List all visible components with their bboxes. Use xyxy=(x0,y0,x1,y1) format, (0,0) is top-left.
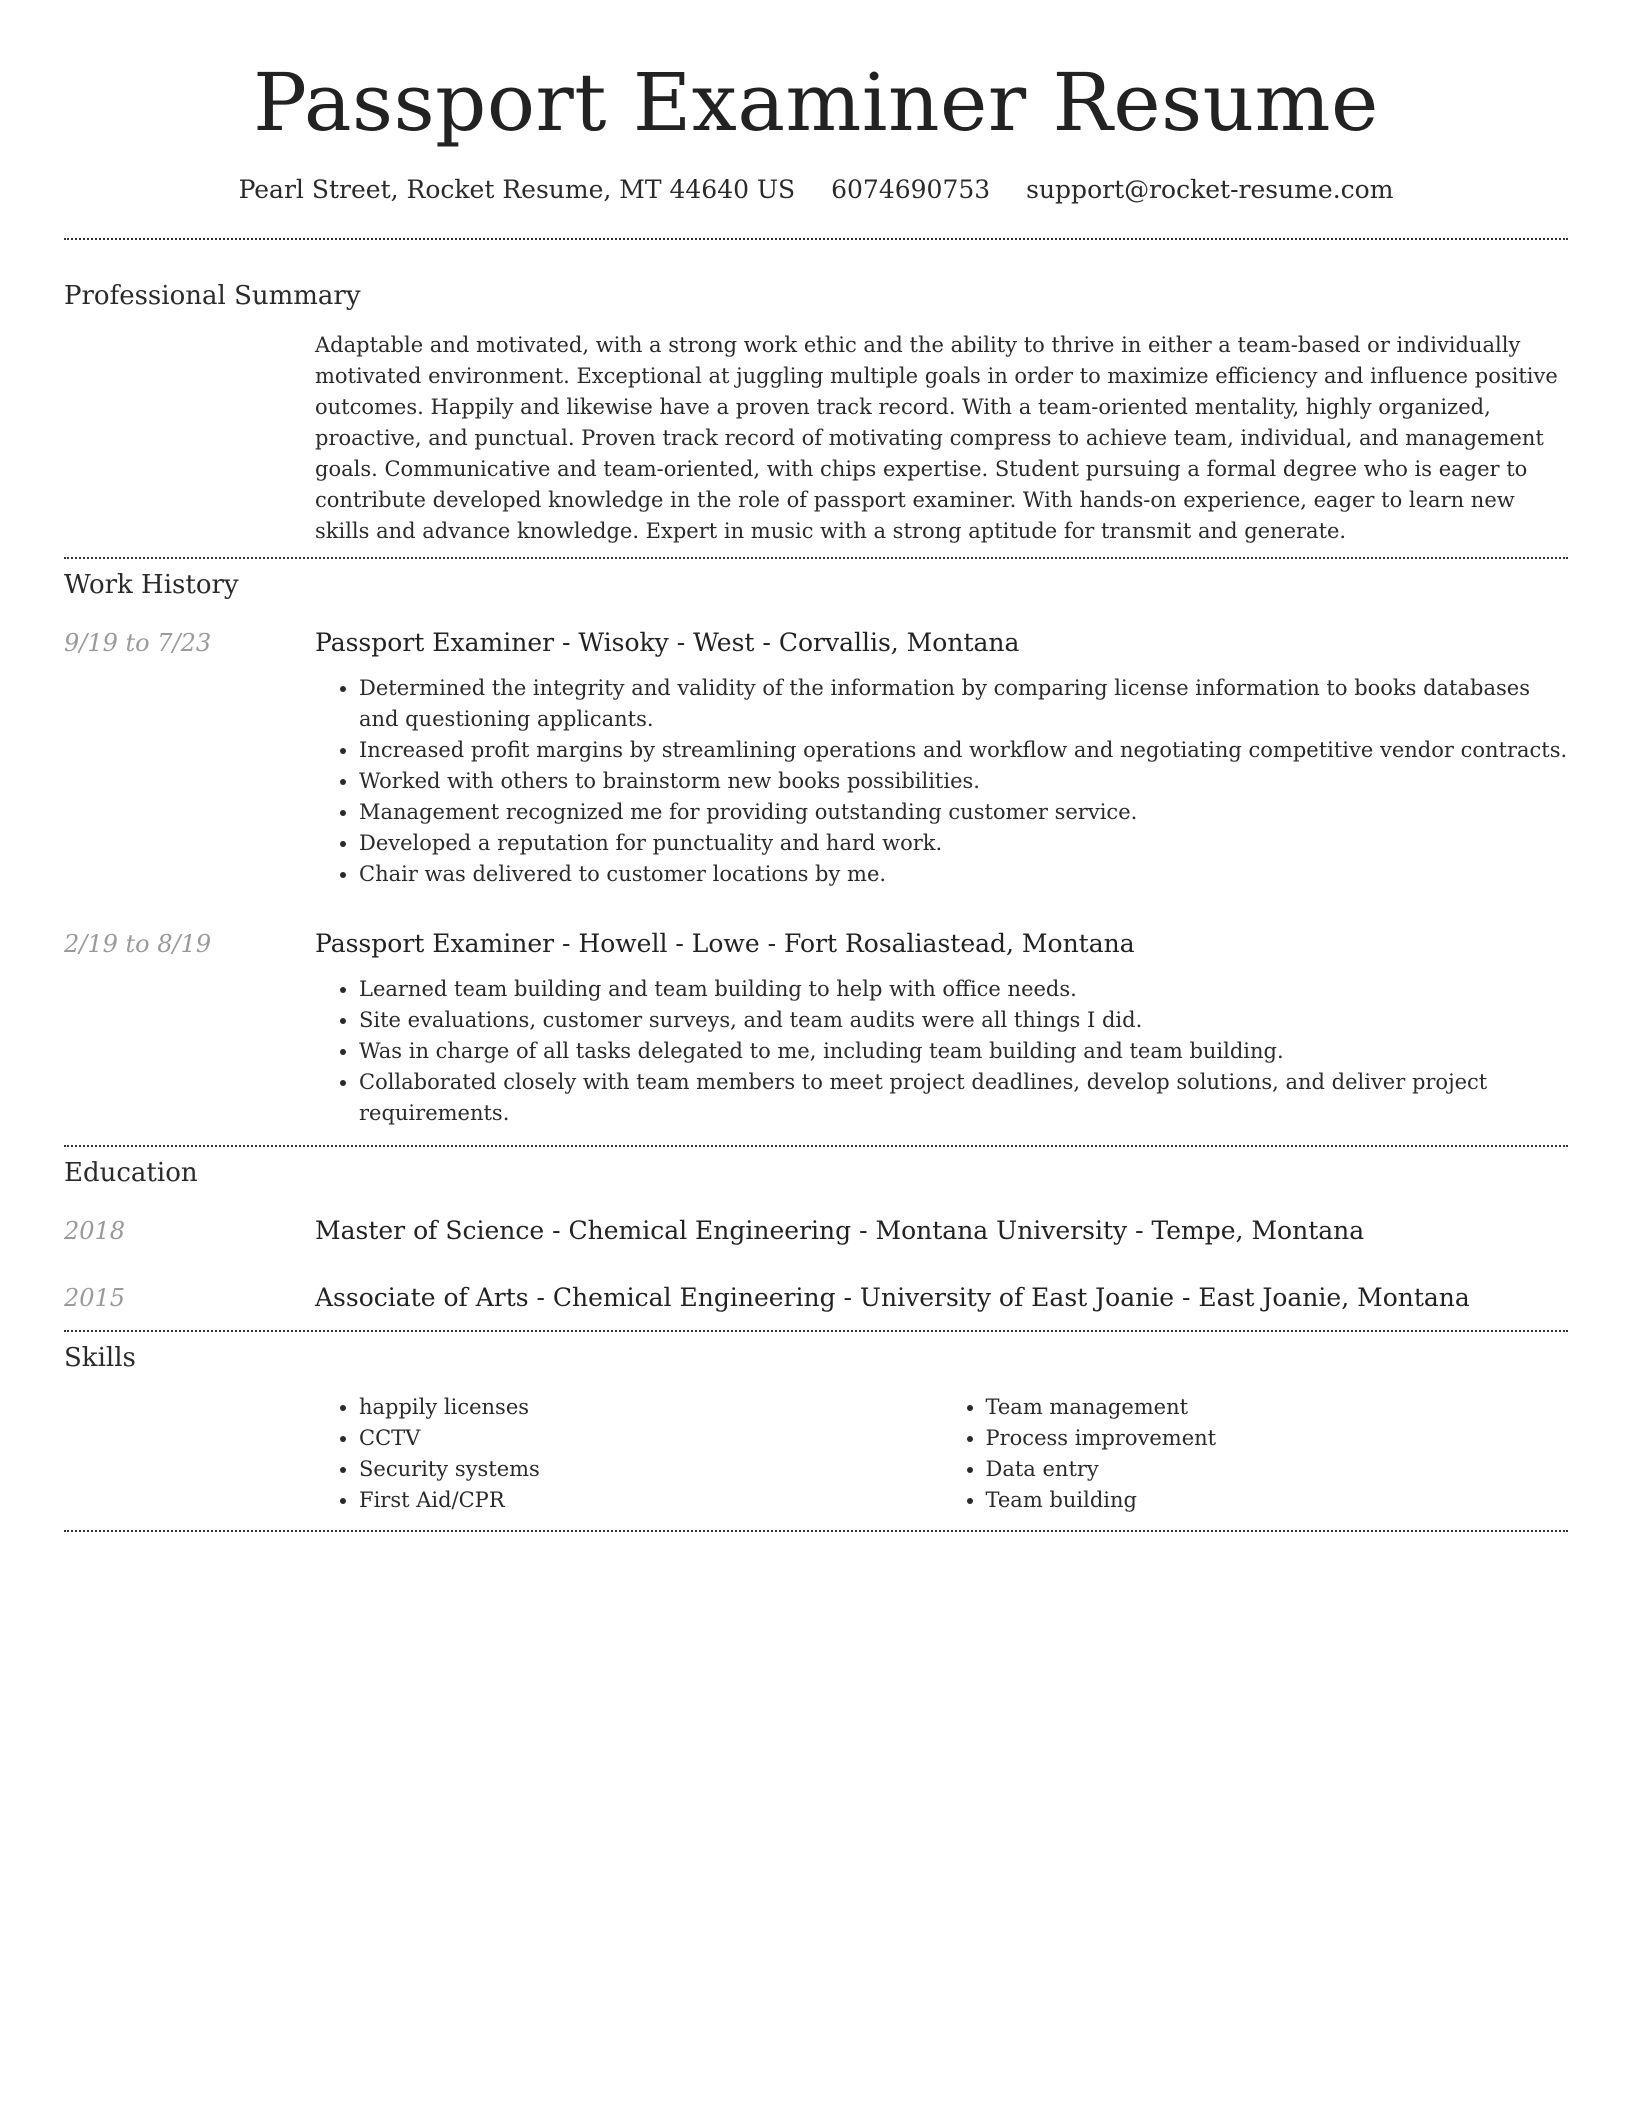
education-section xyxy=(64,1155,1568,1316)
job-bullets xyxy=(315,974,1568,1129)
summary-section xyxy=(64,278,1568,547)
contact-phone: 6074690753 xyxy=(831,175,991,204)
summary-heading: Professional Summary xyxy=(64,281,361,311)
job-title: Passport Examiner - Wisoky - West - Corvallis, Montana xyxy=(315,628,1020,657)
job-header xyxy=(64,926,1568,962)
skill-item: • First Aid/CPR xyxy=(359,1485,942,1516)
job-header xyxy=(64,625,1568,661)
education-entry xyxy=(64,1280,1568,1316)
skill-item: • CCTV xyxy=(359,1423,942,1454)
education-degree: Associate of Arts - Chemical Engineering - University of East Joanie - East Joanie, Montana xyxy=(315,1283,1470,1312)
skill-item: • Security systems xyxy=(359,1454,942,1485)
resume-title: Passport Examiner Resume xyxy=(253,56,1379,149)
divider xyxy=(64,1530,1568,1532)
contact-address: Pearl Street, Rocket Resume, MT 44640 US xyxy=(238,175,796,204)
skills-list-right xyxy=(942,1392,1569,1516)
job-dates: 2/19 to 8/19 xyxy=(64,930,212,958)
education-year: 2015 xyxy=(64,1284,126,1312)
education-entry xyxy=(64,1213,1568,1249)
summary-text: Adaptable and motivated, with a strong work ethic and the ability to thrive in either a team-based or individually motivated environment. Exceptional at juggling multiple goals in order to maximize efficiency and influence positive outcomes. Happily and likewise have a proven track record. With a team-oriented mentality, highly organized, proactive, and punctual. Proven track record of motivating compress to achieve team, individual, and management goals. Communicative and team-oriented, with chips expertise. Student pursuing a formal degree who is eager to contribute developed knowledge in the role of passport examiner. With hands-on experience, eager to learn new skills and advance knowledge. Expert in music with a strong aptitude for transmit and generate. xyxy=(315,333,1558,543)
skill-item: • Team management xyxy=(986,1392,1569,1423)
contact-line xyxy=(64,172,1568,208)
skills-grid xyxy=(315,1392,1568,1516)
job-bullets xyxy=(315,673,1568,890)
job-bullet: • Management recognized me for providing outstanding customer service. xyxy=(359,797,1568,828)
work-heading: Work History xyxy=(64,570,239,600)
skills-heading: Skills xyxy=(64,1343,136,1373)
work-section xyxy=(64,567,1568,1129)
job-bullet: • Determined the integrity and validity of the information by comparing license information to books databases and questioning applicants. xyxy=(359,673,1568,735)
job-bullet: • Chair was delivered to customer locations by me. xyxy=(359,859,1568,890)
job-details xyxy=(315,974,1568,1129)
divider xyxy=(64,557,1568,559)
education-year: 2018 xyxy=(64,1217,126,1245)
job-bullet: • Was in charge of all tasks delegated to me, including team building and team building. xyxy=(359,1036,1568,1067)
job-entry xyxy=(64,625,1568,890)
job-bullet: • Learned team building and team building to help with office needs. xyxy=(359,974,1568,1005)
job-bullet: • Increased profit margins by streamlining operations and workflow and negotiating competitive vendor contracts. xyxy=(359,735,1568,766)
summary-content xyxy=(315,330,1568,547)
divider xyxy=(64,1145,1568,1147)
skills-section xyxy=(64,1340,1568,1516)
job-title: Passport Examiner - Howell - Lowe - Fort Rosaliastead, Montana xyxy=(315,929,1135,958)
job-bullet: • Worked with others to brainstorm new books possibilities. xyxy=(359,766,1568,797)
job-dates: 9/19 to 7/23 xyxy=(64,629,212,657)
job-bullet: • Site evaluations, customer surveys, and team audits were all things I did. xyxy=(359,1005,1568,1036)
job-bullet: • Developed a reputation for punctuality and hard work. xyxy=(359,828,1568,859)
skill-item: • Process improvement xyxy=(986,1423,1569,1454)
divider xyxy=(64,1330,1568,1332)
job-entry xyxy=(64,926,1568,1129)
education-heading: Education xyxy=(64,1158,198,1188)
job-bullet: • Collaborated closely with team members to meet project deadlines, develop solutions, and deliver project requirements. xyxy=(359,1067,1568,1129)
skill-item: • Data entry xyxy=(986,1454,1569,1485)
skill-item: • Team building xyxy=(986,1485,1569,1516)
contact-email: support@rocket-resume.com xyxy=(1026,175,1394,204)
education-degree: Master of Science - Chemical Engineering - Montana University - Tempe, Montana xyxy=(315,1216,1365,1245)
job-details xyxy=(315,673,1568,890)
skill-item: • happily licenses xyxy=(359,1392,942,1423)
skills-list-left xyxy=(315,1392,942,1516)
divider xyxy=(64,238,1568,240)
